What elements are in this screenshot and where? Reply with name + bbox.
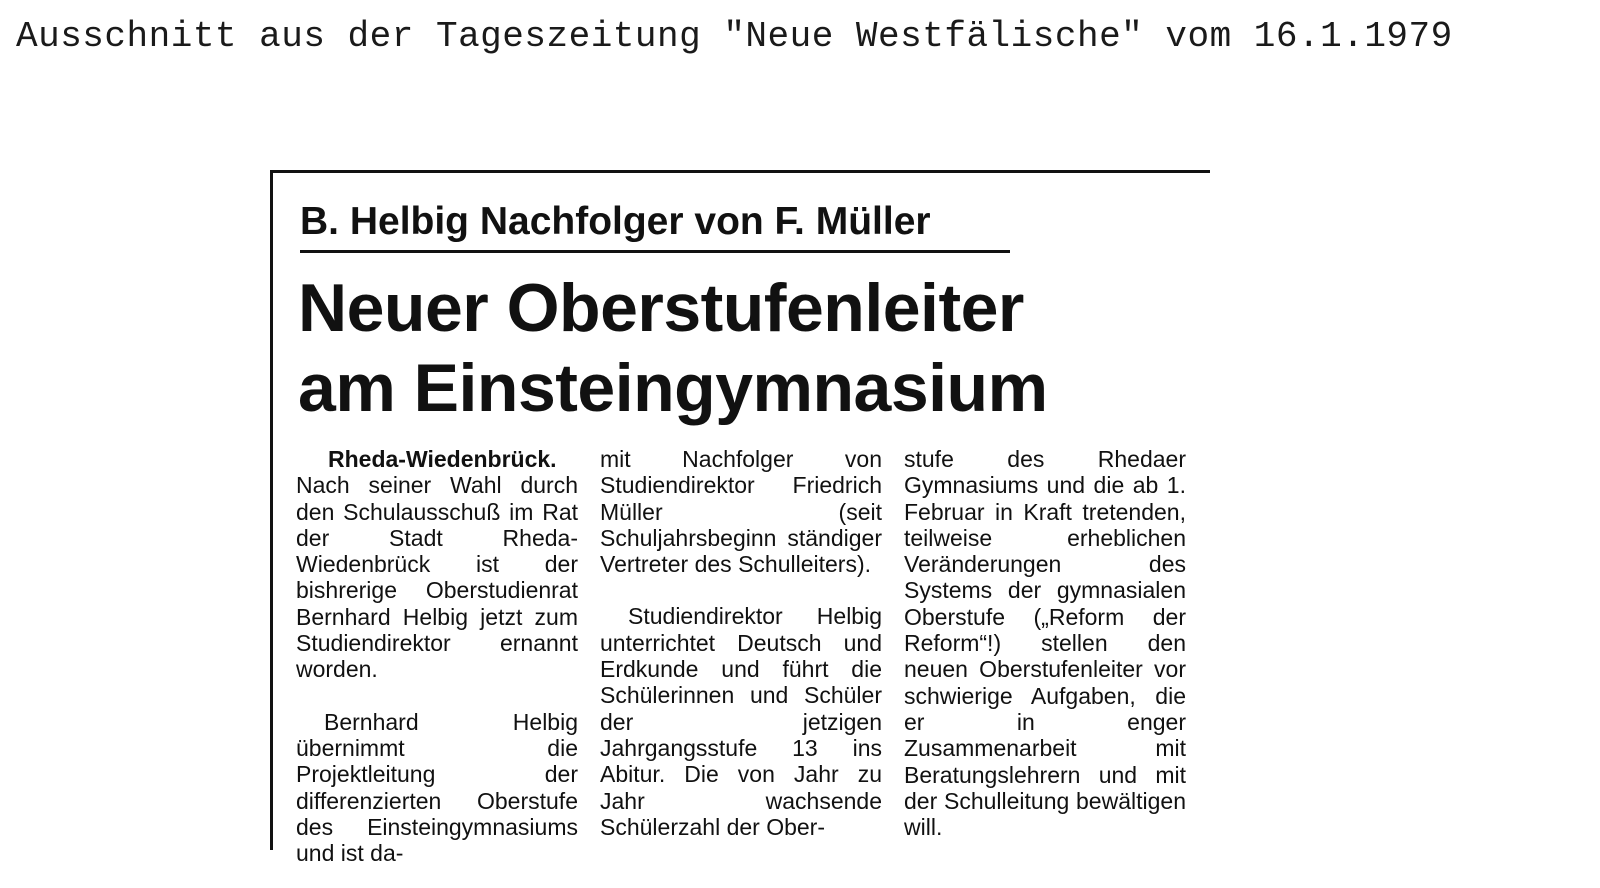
column-2-paragraph-2: Studiendirektor Helbig unterrichtet Deutsch und Erdkunde und führt die Schülerinnen und Schüler der jetzigen Jahrgangsstufe 13 ins Abitur. Die von Jahr zu Jahr wachsende Schülerzahl der Ober- <box>600 603 882 840</box>
newspaper-clipping <box>270 170 1210 867</box>
column-1-paragraph-1: Nach seiner Wahl durch den Schulausschuß im Rat der Stadt Rheda-Wiedenbrück ist der bishrerige Oberstudienrat Bernhard Helbig jetzt zum Studiendirektor ernannt worden. <box>296 472 578 683</box>
article-column-3 <box>904 446 1186 840</box>
article-headline <box>298 268 1198 428</box>
clipping-top-border <box>270 170 1210 173</box>
article-column-1 <box>296 446 578 866</box>
column-3-paragraph-1: stufe des Rhedaer Gymnasiums und die ab 1. Februar in Kraft tretenden, teilweise erheblichen Veränderungen des Systems der gymnasialen Oberstufe („Reform der Reform“!) stellen den neuen Oberstufenleiter vor schwierige Aufgaben, die er in enger Zusammenarbeit mit Beratungslehrern und mit der Schulleitung bewältigen will. <box>904 446 1186 841</box>
headline-line-2: am Einsteingymnasium <box>298 350 1048 426</box>
column-2-paragraph-1: mit Nachfolger von Studiendirektor Friedrich Müller (seit Schuljahrsbeginn ständiger Vertreter des Schulleiters). <box>600 446 882 578</box>
typed-caption: Ausschnitt aus der Tageszeitung "Neue Westfälische" vom 16.1.1979 <box>16 16 1453 57</box>
column-1-paragraph-2: Bernhard Helbig übernimmt die Projektleitung der differenzierten Oberstufe des Einsteingymnasiums und ist da- <box>296 708 578 867</box>
clipping-left-border <box>270 170 273 850</box>
kicker-underline <box>300 250 1010 253</box>
headline-line-1: Neuer Oberstufenleiter <box>298 270 1024 346</box>
article-kicker: B. Helbig Nachfolger von F. Müller <box>300 200 931 243</box>
article-column-2 <box>600 446 882 840</box>
article-dateline: Rheda-Wiedenbrück. <box>328 446 557 472</box>
